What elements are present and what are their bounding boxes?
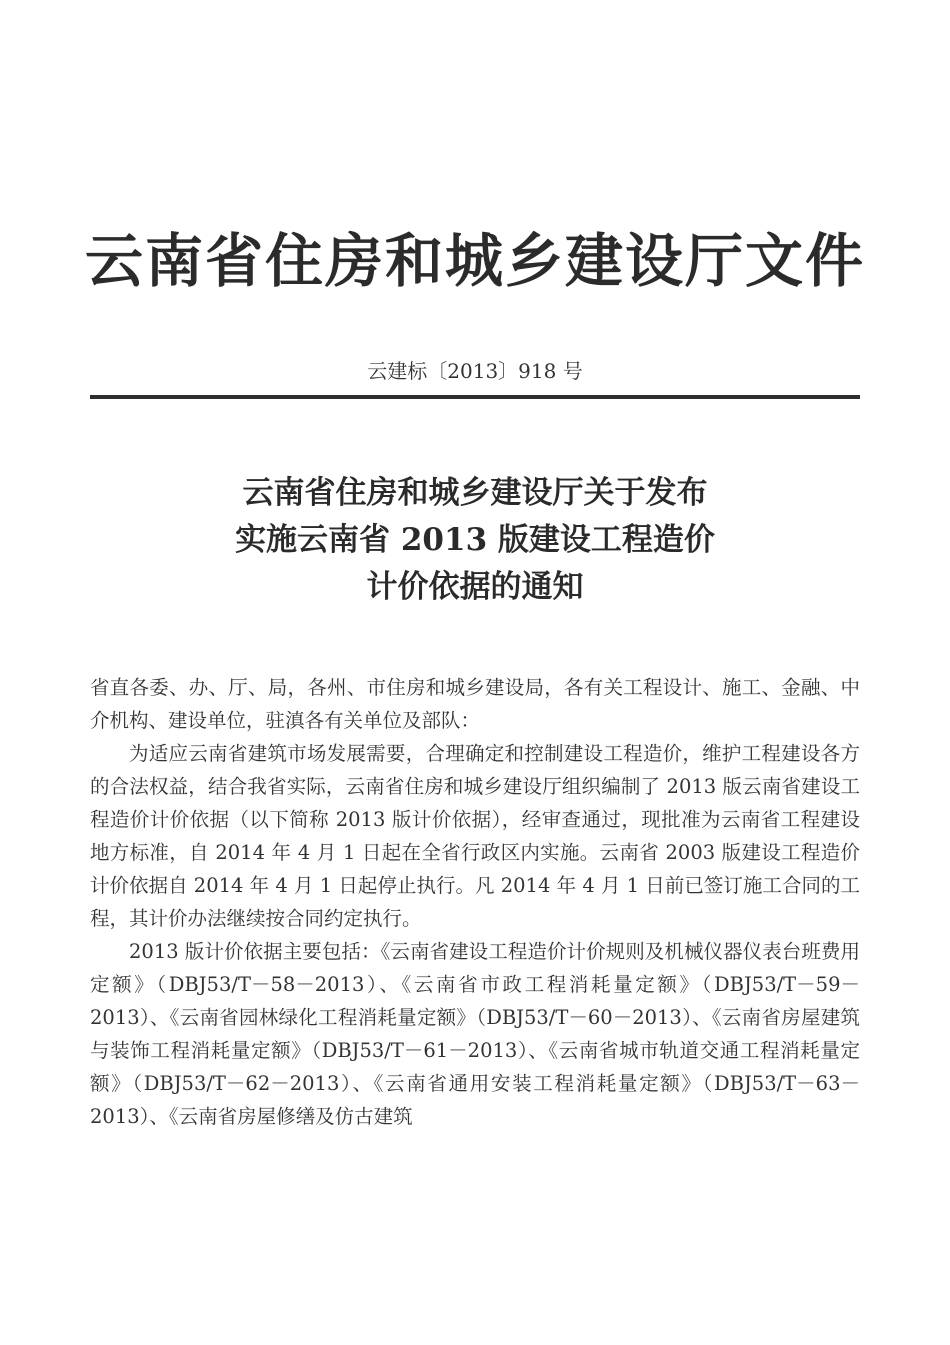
notice-body (90, 671, 860, 1133)
document-header-title: 云南省住房和城乡建设厅文件 (84, 227, 865, 295)
notice-title-line: 云南省住房和城乡建设厅关于发布 (242, 475, 708, 511)
notice-title-line: 实施云南省 2013 版建设工程造价 (235, 522, 715, 558)
notice-title (0, 470, 950, 611)
addressee-paragraph: 省直各委、办、厅、局，各州、市住房和城乡建设局，各有关工程设计、施工、金融、中介机构、建设单位，驻滇各有关单位及部队： (90, 676, 860, 732)
body-paragraph: 为适应云南省建筑市场发展需要，合理确定和控制建设工程造价，维护工程建设各方的合法权益，结合我省实际，云南省住房和城乡建设厅组织编制了 2013 版云南省建设工程造价计价依据（以下简称 2013 版计价依据），经审查通过，现批准为云南省工程建设地方标准，自 2014 年 4 月 1 日起在全省行政区内实施。云南省 2003 版建设工程造价计价依据自 2014 年 4 月 1 日起停止执行。凡 2014 年 4 月 1 日前已签订施工合同的工程，其计价办法继续按合同约定执行。 (90, 742, 860, 930)
body-paragraph: 2013 版计价依据主要包括：《云南省建设工程造价计价规则及机械仪器仪表台班费用定额》（DBJ53/T－58－2013）、《云南省市政工程消耗量定额》（DBJ53/T－59－2013）、《云南省园林绿化工程消耗量定额》（DBJ53/T－60－2013）、《云南省房屋建筑与装饰工程消耗量定额》（DBJ53/T－61－2013）、《云南省城市轨道交通工程消耗量定额》（DBJ53/T－62－2013）、《云南省通用安装工程消耗量定额》（DBJ53/T－63－2013）、《云南省房屋修缮及仿古建筑 (90, 940, 860, 1128)
header-divider (90, 395, 860, 399)
notice-title-line: 计价依据的通知 (366, 569, 584, 605)
document-number: 云建标〔2013〕918 号 (367, 359, 583, 383)
